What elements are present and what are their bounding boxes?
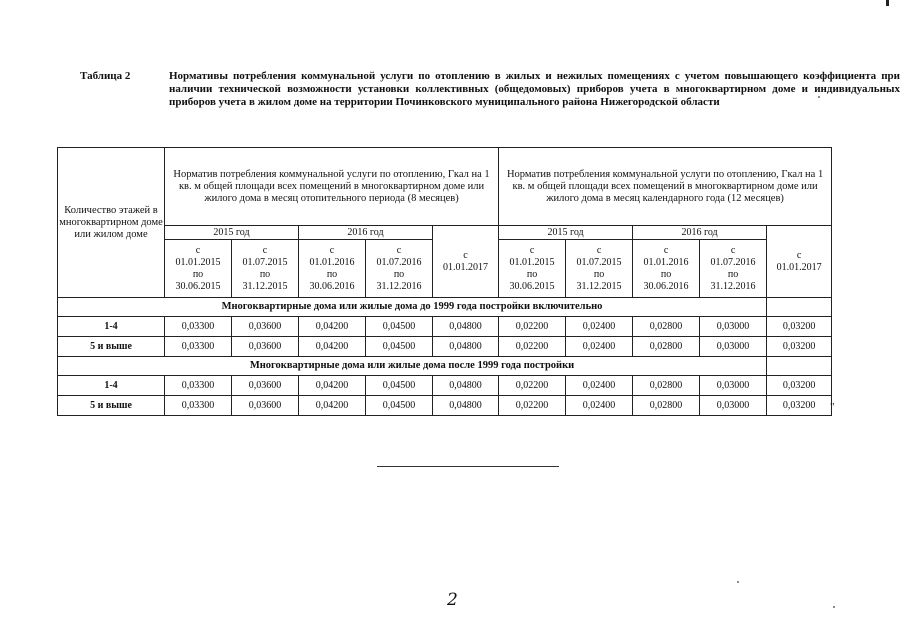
period-4-header-b: с 01.07.2016 по 31.12.2016 [700,240,767,298]
section-title-after-1999: Многоквартирные дома или жилые дома после 1999 года постройки [58,357,767,376]
section-title-before-1999: Многоквартирные дома или жилые дома до 1999 года постройки включительно [58,298,767,317]
scan-corner-mark [886,0,889,6]
value-cell: 0,04500 [366,317,433,337]
table-row [58,396,832,416]
value-cell: 0,04500 [366,337,433,357]
value-cell: 0,03000 [700,396,767,416]
heating-period-norm-header: Норматив потребления коммунальной услуги по отоплению, Гкал на 1 кв. м общей площади всех помещений в многоквартирном доме или жилого дома в месяц отопительного периода (8 месяцев) [165,148,499,226]
page-number: 2 [447,590,458,610]
value-cell: 0,02800 [633,317,700,337]
floors-column-header: Количество этажей в многоквартирном доме или жилом доме [58,148,165,298]
value-cell: 0,03300 [165,376,232,396]
section-row-after-1999 [58,357,832,376]
value-cell: 0,02400 [566,337,633,357]
value-cell: 0,04800 [433,396,499,416]
value-cell: 0,03200 [767,396,832,416]
value-cell: 0,03000 [700,337,767,357]
period-2-header-b: с 01.07.2015 по 31.12.2015 [566,240,633,298]
scan-speck [737,581,739,583]
value-cell: 0,03300 [165,317,232,337]
table-row [58,376,832,396]
value-cell: 0,03200 [767,376,832,396]
consumption-norms-table [57,147,832,416]
value-cell: 0,03000 [700,317,767,337]
value-cell: 0,03600 [232,376,299,396]
value-cell: 0,03200 [767,317,832,337]
header-row-1 [58,148,832,226]
value-cell: 0,03000 [700,376,767,396]
table-number-label: Таблица 2 [80,70,131,82]
value-cell: 0,02400 [566,396,633,416]
value-cell: 0,02400 [566,376,633,396]
value-cell: 0,02400 [566,317,633,337]
value-cell: 0,04500 [366,396,433,416]
year-2016-header-b: 2016 год [633,226,767,240]
period-3-header-a: с 01.01.2016 по 30.06.2016 [299,240,366,298]
value-cell: 0,03300 [165,337,232,357]
row-label: 1-4 [58,317,165,337]
year-2016-header-a: 2016 год [299,226,433,240]
period-2017-header-b: с 01.01.2017 [767,226,832,298]
section-empty-cell [767,357,832,376]
value-cell: 0,03200 [767,337,832,357]
scan-speck [818,96,820,98]
period-2017-header-a: с 01.01.2017 [433,226,499,298]
value-cell: 0,02200 [499,337,566,357]
year-2015-header-a: 2015 год [165,226,299,240]
value-cell: 0,02200 [499,317,566,337]
value-cell: 0,04200 [299,317,366,337]
period-4-header-a: с 01.07.2016 по 31.12.2016 [366,240,433,298]
table-row [58,317,832,337]
value-cell: 0,02200 [499,376,566,396]
section-row-before-1999 [58,298,832,317]
row-label: 5 и выше [58,396,165,416]
value-cell: 0,04200 [299,376,366,396]
value-cell: 0,04500 [366,376,433,396]
header-row-years [58,226,832,240]
value-cell: 0,02200 [499,396,566,416]
period-3-header-b: с 01.01.2016 по 30.06.2016 [633,240,700,298]
table-row [58,337,832,357]
closing-quote-mark: " [830,401,835,413]
period-1-header-b: с 01.01.2015 по 30.06.2015 [499,240,566,298]
value-cell: 0,03600 [232,396,299,416]
period-1-header-a: с 01.01.2015 по 30.06.2015 [165,240,232,298]
value-cell: 0,04800 [433,376,499,396]
separator-line [377,466,559,467]
row-label: 5 и выше [58,337,165,357]
value-cell: 0,03600 [232,317,299,337]
value-cell: 0,03600 [232,337,299,357]
value-cell: 0,02800 [633,396,700,416]
value-cell: 0,03300 [165,396,232,416]
scan-speck [833,606,835,608]
value-cell: 0,02800 [633,337,700,357]
period-2-header-a: с 01.07.2015 по 31.12.2015 [232,240,299,298]
year-2015-header-b: 2015 год [499,226,633,240]
value-cell: 0,04800 [433,317,499,337]
value-cell: 0,04200 [299,396,366,416]
calendar-year-norm-header: Норматив потребления коммунальной услуги по отоплению, Гкал на 1 кв. м общей площади всех помещений в многоквартирном доме или жилого дома в месяц календарного года (12 месяцев) [499,148,832,226]
value-cell: 0,04200 [299,337,366,357]
value-cell: 0,04800 [433,337,499,357]
value-cell: 0,02800 [633,376,700,396]
row-label: 1-4 [58,376,165,396]
section-empty-cell [767,298,832,317]
table-title: Нормативы потребления коммунальной услуги по отоплению в жилых и нежилых помещениях с учетом повышающего коэффициента при наличии технической возможности установки коллективных (общедомовых) приборов учета в многоквартирном доме и индивидуальных приборов учета в жилом доме на территории Починковского муниципального района Нижегородской области [169,70,900,108]
